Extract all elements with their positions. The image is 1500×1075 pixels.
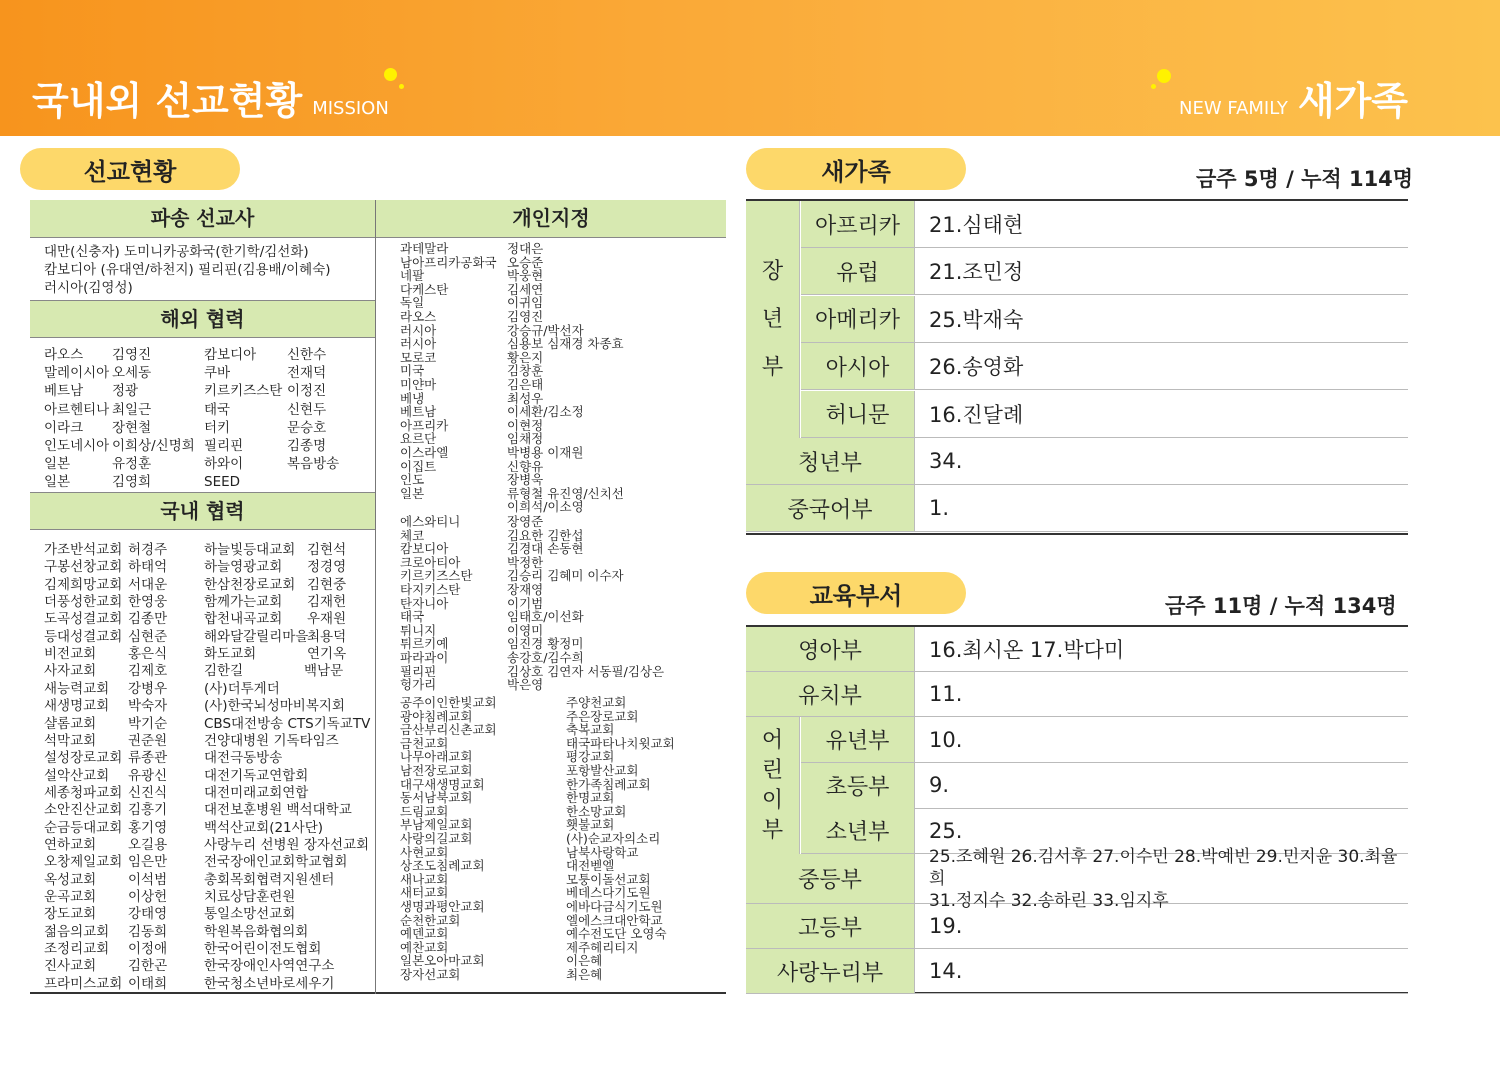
overseas-name: 전재덕 <box>287 365 327 382</box>
personal-name: 박웅현 <box>507 268 544 284</box>
personal-country: 이스라엘 <box>400 445 449 460</box>
personal-name: 김요한 김한섭 <box>507 527 584 543</box>
middle-dept-line: 31.정지수 32.송하린 33.임지후 <box>929 890 1169 911</box>
personal-church: 모퉁이돌선교회 <box>566 871 651 887</box>
middle-dept-line: 25.조혜원 26.김서후 27.이수민 28.박예빈 29.민지윤 30.최율희 <box>929 846 1398 889</box>
overseas-country: SEED <box>204 474 241 491</box>
personal-country: 과테말라 <box>400 241 449 256</box>
personal-church: 최은혜 <box>566 967 603 982</box>
children-sub-label: 유년부 <box>801 717 914 763</box>
domestic-org: 백석산교회(21사단) <box>204 819 323 836</box>
domestic-church: 옥성교회 <box>44 871 97 888</box>
personal-name: 황은지 <box>507 349 544 365</box>
domestic-church: 젊음의교회 <box>44 923 110 940</box>
dispatched-header: 파송 선교사 <box>30 200 375 238</box>
overseas-name: 복음방송 <box>287 456 340 473</box>
personal-church: 남전장로교회 <box>400 763 473 778</box>
infant-dept-label: 영아부 <box>746 627 914 672</box>
personal-country: 요르단 <box>400 431 437 447</box>
personal-name: 장재영 <box>507 582 544 597</box>
overseas-name: 김영진 <box>112 347 152 363</box>
domestic-org: 한국어린이전도협회 <box>204 941 322 958</box>
overseas-country: 라오스 <box>44 347 84 363</box>
domestic-org: 한국청소년바로세우기 <box>204 975 335 992</box>
domestic-org: 대전보훈병원 백석대학교 <box>204 802 352 819</box>
newfamily-subtitle: NEW FAMILY <box>1179 98 1288 119</box>
domestic-org: 함께가는교회 <box>204 594 283 611</box>
personal-name: 송강호/김수희 <box>507 650 584 665</box>
header-right-title <box>1179 70 1408 125</box>
personal-name: 이현정 <box>507 417 544 433</box>
personal-church: 예찬교회 <box>400 939 449 955</box>
personal-church: 동서남북교회 <box>400 790 473 806</box>
domestic-org: 전국장애인교회학교협회 <box>204 854 348 871</box>
education-summary: 금주 11명 / 누적 134명 <box>1165 594 1397 618</box>
personal-name: 장영준 <box>507 514 544 529</box>
personal-country: 러시아 <box>400 336 437 352</box>
chinese-label: 중국어부 <box>746 485 914 532</box>
personal-name: 김영진 <box>507 309 544 324</box>
overseas-header: 해외 협력 <box>30 300 375 338</box>
personal-church: 횃불교회 <box>566 817 615 833</box>
decor-dot-small-icon <box>1151 84 1156 89</box>
domestic-church: 사자교회 <box>44 663 97 680</box>
personal-country: 러시아 <box>400 322 437 338</box>
domestic-name: 이정애 <box>128 941 168 958</box>
personal-country: 태국 <box>400 609 425 625</box>
personal-church: 대전벧엘 <box>566 858 615 874</box>
personal-country: 미얀마 <box>400 377 437 392</box>
domestic-header: 국내 협력 <box>30 492 375 530</box>
love-dept-value: 14. <box>914 949 1408 994</box>
domestic-name: 김한곤 <box>128 958 168 975</box>
personal-country: 독일 <box>400 295 425 311</box>
personal-church: 광야침례교회 <box>400 708 473 724</box>
personal-church: 금천교회 <box>400 735 449 751</box>
domestic-org-name: 정경영 <box>307 559 347 576</box>
domestic-org-name: 김현중 <box>307 576 347 593</box>
personal-church: 한가족침례교회 <box>566 776 651 792</box>
region-label: 아프리카 <box>801 201 914 248</box>
personal-country: 남아프리카공화국 <box>400 254 497 270</box>
domestic-org: 총회목회협력지원센터 <box>204 871 335 888</box>
personal-church: 새나교회 <box>400 871 449 887</box>
personal-church: 일본오아마교회 <box>400 953 485 969</box>
newfamily-summary: 금주 5명 / 누적 114명 <box>1196 167 1414 191</box>
personal-church: 상조도침례교회 <box>400 858 485 874</box>
domestic-name: 허경주 <box>128 542 168 558</box>
children-dept-char: 이 <box>761 787 784 813</box>
domestic-name: 김종만 <box>128 611 168 628</box>
young-label: 청년부 <box>746 438 914 485</box>
dispatched-line: 대만(신충자) 도미니카공화국(한기학/김선화) <box>44 244 309 260</box>
overseas-country: 키르키즈스탄 <box>204 383 283 400</box>
domestic-org: 합천내곡교회 <box>204 611 283 628</box>
personal-name: 김세연 <box>507 281 544 297</box>
domestic-org-name: 최용덕 <box>307 628 347 645</box>
personal-church: 부남제일교회 <box>400 817 473 833</box>
personal-church: 태국파타나치윗교회 <box>566 735 675 751</box>
personal-header: 개인지정 <box>376 200 726 238</box>
personal-country: 체코 <box>400 527 425 543</box>
youth-dept-char: 년 <box>761 306 784 332</box>
personal-country: 헝가리 <box>400 677 437 693</box>
domestic-name: 김흥기 <box>128 802 168 819</box>
personal-church: 장자선교회 <box>400 967 461 982</box>
overseas-country: 일본 <box>44 474 71 491</box>
personal-name: 박은영 <box>507 677 544 693</box>
personal-country: 탄자니아 <box>400 595 449 611</box>
personal-name: 임태호/이선화 <box>507 609 584 625</box>
domestic-org: 하늘영광교회 <box>204 559 283 576</box>
personal-church: 생명과평안교회 <box>400 899 485 914</box>
region-value: 16.진달례 <box>914 391 1408 438</box>
region-label: 유럽 <box>801 248 914 295</box>
domestic-org-name: 김현석 <box>307 542 347 558</box>
personal-country: 캄보디아 <box>400 541 449 557</box>
personal-country: 라오스 <box>400 309 437 324</box>
overseas-country: 아르헨티나 <box>44 401 110 418</box>
personal-church: 사랑의길교회 <box>400 831 473 846</box>
domestic-org: 대전미래교회연합 <box>204 784 309 801</box>
domestic-name: 류종관 <box>128 750 168 767</box>
overseas-country: 일본 <box>44 456 71 473</box>
domestic-name: 이상헌 <box>128 889 168 905</box>
overseas-country: 쿠바 <box>204 365 231 382</box>
personal-church: 공주이인한빛교회 <box>400 695 497 710</box>
personal-name: 오승준 <box>507 254 544 270</box>
overseas-name: 김종명 <box>287 438 327 454</box>
region-label: 허니문 <box>801 391 914 438</box>
youth-dept-char: 장 <box>761 258 784 284</box>
domestic-church: 프라미스교회 <box>44 975 123 992</box>
personal-country: 필리핀 <box>400 663 437 679</box>
mission-subtitle: MISSION <box>312 98 389 119</box>
personal-country: 에스와티니 <box>400 514 461 529</box>
personal-church: 한소망교회 <box>566 803 627 819</box>
domestic-name: 심현준 <box>128 628 168 645</box>
domestic-org: 해와달갈릴리마을 <box>204 628 309 645</box>
personal-name: 박정한 <box>507 554 544 570</box>
domestic-name: 김동희 <box>128 923 168 940</box>
domestic-name: 임은만 <box>128 854 168 871</box>
personal-name: 장병욱 <box>507 472 544 488</box>
domestic-name: 박숙자 <box>128 698 168 715</box>
domestic-church: 가조반석교회 <box>44 542 123 558</box>
domestic-name: 홍은식 <box>128 646 168 663</box>
personal-name: 임채정 <box>507 431 544 447</box>
domestic-church: 장도교회 <box>44 906 97 923</box>
overseas-name: 신한수 <box>287 347 327 363</box>
domestic-church: 샬롬교회 <box>44 715 97 732</box>
personal-country: 네팔 <box>400 268 425 284</box>
domestic-org: 하늘빛등대교회 <box>204 542 296 558</box>
education-pill: 교육부서 <box>746 572 966 614</box>
personal-name: 이귀임 <box>507 295 544 311</box>
domestic-church: 세종청파교회 <box>44 784 123 801</box>
domestic-org: 대전극동방송 <box>204 750 283 767</box>
domestic-church: 등대성결교회 <box>44 628 123 645</box>
middle-dept-label: 중등부 <box>746 854 914 904</box>
domestic-org: CBS대전방송 CTS기독교TV <box>204 715 371 732</box>
children-dept-char: 부 <box>761 817 784 843</box>
domestic-name: 유광신 <box>128 767 168 784</box>
children-sub-value: 25. <box>914 808 1408 854</box>
overseas-name: 정광 <box>112 383 139 400</box>
chinese-value: 1. <box>914 485 1408 532</box>
personal-country: 일본 <box>400 485 425 501</box>
high-dept-value: 19. <box>914 904 1408 949</box>
domestic-org: 사랑누리 선병원 장자선교회 <box>204 836 370 853</box>
domestic-name: 한영웅 <box>128 594 168 611</box>
decor-dot-icon <box>384 68 397 81</box>
overseas-country: 필리핀 <box>204 438 244 454</box>
overseas-country: 말레이시아 <box>44 365 110 382</box>
dispatched-line: 러시아(김영성) <box>44 280 133 296</box>
decor-dot-icon <box>1157 69 1171 83</box>
personal-name: 김경대 손동현 <box>507 541 584 557</box>
personal-church: 제주헤리티지 <box>566 939 639 955</box>
domestic-org: 통일소망선교회 <box>204 906 296 923</box>
domestic-org-name: 김재헌 <box>307 594 347 611</box>
overseas-country: 터키 <box>204 419 231 436</box>
overseas-country: 하와이 <box>204 456 244 473</box>
children-sub-label: 초등부 <box>801 763 914 809</box>
domestic-church: 순금등대교회 <box>44 819 123 836</box>
region-value: 21.조민정 <box>914 248 1408 295</box>
domestic-org: (사)더투게더 <box>204 680 280 697</box>
overseas-name: 최일근 <box>112 401 152 418</box>
personal-country: 키르키즈스탄 <box>400 568 473 584</box>
children-sub-label: 소년부 <box>801 808 914 854</box>
domestic-name: 이태희 <box>128 975 168 992</box>
domestic-church: 진사교회 <box>44 958 97 975</box>
personal-name: 이영미 <box>507 622 544 638</box>
overseas-name: 이정진 <box>287 383 327 400</box>
overseas-name: 오세동 <box>112 365 152 382</box>
personal-church: 베데스다기도원 <box>566 885 651 901</box>
domestic-org: 김한길 <box>204 663 244 680</box>
kinder-dept-value: 11. <box>914 672 1408 717</box>
domestic-name: 신진식 <box>128 784 168 801</box>
personal-name: 신향유 <box>507 458 544 474</box>
domestic-org: 건양대병원 기독타임즈 <box>204 732 339 749</box>
region-value: 25.박재숙 <box>914 296 1408 343</box>
youth-dept-label <box>746 201 800 438</box>
domestic-church: 더풍성한교회 <box>44 594 123 611</box>
overseas-name: 문승호 <box>287 419 327 436</box>
personal-church: 축복교회 <box>566 722 615 738</box>
domestic-org: 학원복음화협의회 <box>204 923 309 940</box>
domestic-name: 박기순 <box>128 715 168 732</box>
personal-name: 임진경 황정미 <box>507 636 584 652</box>
personal-church: 금산부리신촌교회 <box>400 722 497 738</box>
personal-name: 김승리 김혜미 이수자 <box>507 568 624 584</box>
domestic-church: 설성장로교회 <box>44 750 123 767</box>
personal-country: 베트남 <box>400 404 437 420</box>
overseas-country: 인도네시아 <box>44 438 110 454</box>
personal-country: 다케스탄 <box>400 281 449 297</box>
domestic-church: 김제희망교회 <box>44 576 123 593</box>
personal-church: 나무아래교회 <box>400 749 473 765</box>
personal-church: 순천한교회 <box>400 912 461 928</box>
children-dept-char: 린 <box>761 757 784 783</box>
domestic-church: 오창제일교회 <box>44 854 123 871</box>
personal-country: 타지키스탄 <box>400 582 461 597</box>
personal-country: 모로코 <box>400 349 437 365</box>
personal-church: 에바다금식기도원 <box>566 899 663 914</box>
personal-name: 이희석/이소영 <box>507 499 584 515</box>
domestic-church: 구봉선창교회 <box>44 559 123 576</box>
domestic-org: 대전기독교연합회 <box>204 767 309 784</box>
personal-church: 평강교회 <box>566 749 615 765</box>
page-header <box>0 0 1500 136</box>
domestic-church: 석막교회 <box>44 732 97 749</box>
overseas-country: 이라크 <box>44 419 84 436</box>
region-value: 26.송영화 <box>914 343 1408 390</box>
overseas-name: 김영희 <box>112 474 152 491</box>
domestic-name: 하태억 <box>128 559 168 576</box>
personal-name: 김창훈 <box>507 363 544 379</box>
domestic-name: 이석범 <box>128 871 168 888</box>
overseas-name: 유정훈 <box>112 456 152 473</box>
personal-country: 크로아티아 <box>400 554 461 570</box>
domestic-org: (사)한국뇌성마비복지회 <box>204 698 345 715</box>
personal-name: 강승규/박선자 <box>507 322 584 338</box>
domestic-church: 소안진산교회 <box>44 802 123 819</box>
personal-church: 주은장로교회 <box>566 708 639 724</box>
personal-church: (사)순교자의소리 <box>566 831 661 846</box>
domestic-name: 강병우 <box>128 680 168 697</box>
overseas-name: 장현철 <box>112 419 152 436</box>
overseas-name: 신현두 <box>287 401 327 418</box>
dispatched-line: 캄보디아 (유대연/하천지) 필리핀(김용배/이혜숙) <box>44 262 331 278</box>
personal-church: 엘에스크대안학교 <box>566 912 663 928</box>
region-value: 21.심태현 <box>914 201 1408 248</box>
domestic-name: 홍기영 <box>128 819 168 836</box>
domestic-name: 오길용 <box>128 836 168 853</box>
personal-church: 이은혜 <box>566 953 603 969</box>
domestic-church: 연하교회 <box>44 836 97 853</box>
children-dept-char: 어 <box>761 727 784 753</box>
domestic-church: 조정리교회 <box>44 941 110 958</box>
children-sub-value: 9. <box>914 763 1408 809</box>
domestic-church: 설악산교회 <box>44 767 110 784</box>
header-left-title <box>32 70 389 125</box>
overseas-country: 태국 <box>204 401 231 418</box>
domestic-name: 강태영 <box>128 906 168 923</box>
personal-church: 사현교회 <box>400 844 449 860</box>
personal-church: 대구새생명교회 <box>400 776 485 792</box>
personal-church: 주양천교회 <box>566 695 627 710</box>
personal-church: 예덴교회 <box>400 926 449 942</box>
infant-dept-value: 16.최시온 17.박다미 <box>914 627 1408 672</box>
personal-church: 포항발산교회 <box>566 763 639 778</box>
mission-title: 국내외 선교현황 <box>32 79 303 123</box>
domestic-church: 비전교회 <box>44 646 97 663</box>
personal-name: 김은태 <box>507 377 544 392</box>
domestic-org: 화도교회 <box>204 646 257 663</box>
decor-dot-small-icon <box>399 84 404 89</box>
kinder-dept-label: 유치부 <box>746 672 914 717</box>
personal-name: 류형철 유진영/신치선 <box>507 485 624 501</box>
domestic-org: 치료상담훈련원 <box>204 889 296 905</box>
children-sub-value: 10. <box>914 717 1408 763</box>
domestic-org: 한국장애인사역연구소 <box>204 958 335 975</box>
middle-dept-value <box>914 846 1408 911</box>
personal-country: 아프리카 <box>400 417 449 433</box>
column-divider <box>375 200 376 994</box>
domestic-name: 김제호 <box>128 663 168 680</box>
domestic-org-name: 연기옥 <box>307 646 347 663</box>
domestic-org-name: 우재원 <box>307 611 347 628</box>
overseas-name: 이희상/신명희 <box>112 438 195 454</box>
personal-church: 새터교회 <box>400 885 449 901</box>
newfamily-pill: 새가족 <box>746 148 966 190</box>
domestic-church: 도곡성결교회 <box>44 611 123 628</box>
domestic-church: 운곡교회 <box>44 889 97 905</box>
overseas-country: 캄보디아 <box>204 347 257 363</box>
overseas-country: 베트남 <box>44 383 84 400</box>
children-dept-label <box>746 717 800 854</box>
domestic-church: 새능력교회 <box>44 680 110 697</box>
personal-name: 김상호 김연자 서동필/김상은 <box>507 663 665 679</box>
young-value: 34. <box>914 438 1408 485</box>
high-dept-label: 고등부 <box>746 904 914 949</box>
personal-name: 최성우 <box>507 390 544 406</box>
domestic-name: 권준원 <box>128 732 168 749</box>
personal-name: 심용보 심재경 차종효 <box>507 336 624 352</box>
youth-dept-char: 부 <box>761 354 784 380</box>
personal-name: 박병용 이재원 <box>507 445 584 460</box>
newfamily-title: 새가족 <box>1297 79 1408 123</box>
domestic-church: 새생명교회 <box>44 698 110 715</box>
region-label: 아시아 <box>801 343 914 390</box>
personal-country: 미국 <box>400 363 425 379</box>
personal-name: 정대은 <box>507 241 544 256</box>
mission-status-pill: 선교현황 <box>20 148 240 190</box>
personal-country: 이집트 <box>400 458 437 474</box>
personal-church: 드림교회 <box>400 803 449 819</box>
personal-country: 튀르키예 <box>400 636 449 652</box>
domestic-org-name: 백남문 <box>304 663 344 680</box>
domestic-name: 서대운 <box>128 576 168 593</box>
personal-name: 이세환/김소정 <box>507 404 584 420</box>
personal-church: 남북사랑학교 <box>566 844 639 860</box>
personal-name: 이기범 <box>507 595 544 611</box>
personal-country: 인도 <box>400 472 425 488</box>
love-dept-label: 사랑누리부 <box>746 949 914 994</box>
region-label: 아메리카 <box>801 296 914 343</box>
personal-country: 파라과이 <box>400 650 449 665</box>
personal-church: 한명교회 <box>566 790 615 806</box>
personal-country: 튀니지 <box>400 622 437 638</box>
personal-church: 예수전도단 오영숙 <box>566 926 667 942</box>
domestic-org: 한삼천장로교회 <box>204 576 296 593</box>
personal-country: 베냉 <box>400 390 425 406</box>
